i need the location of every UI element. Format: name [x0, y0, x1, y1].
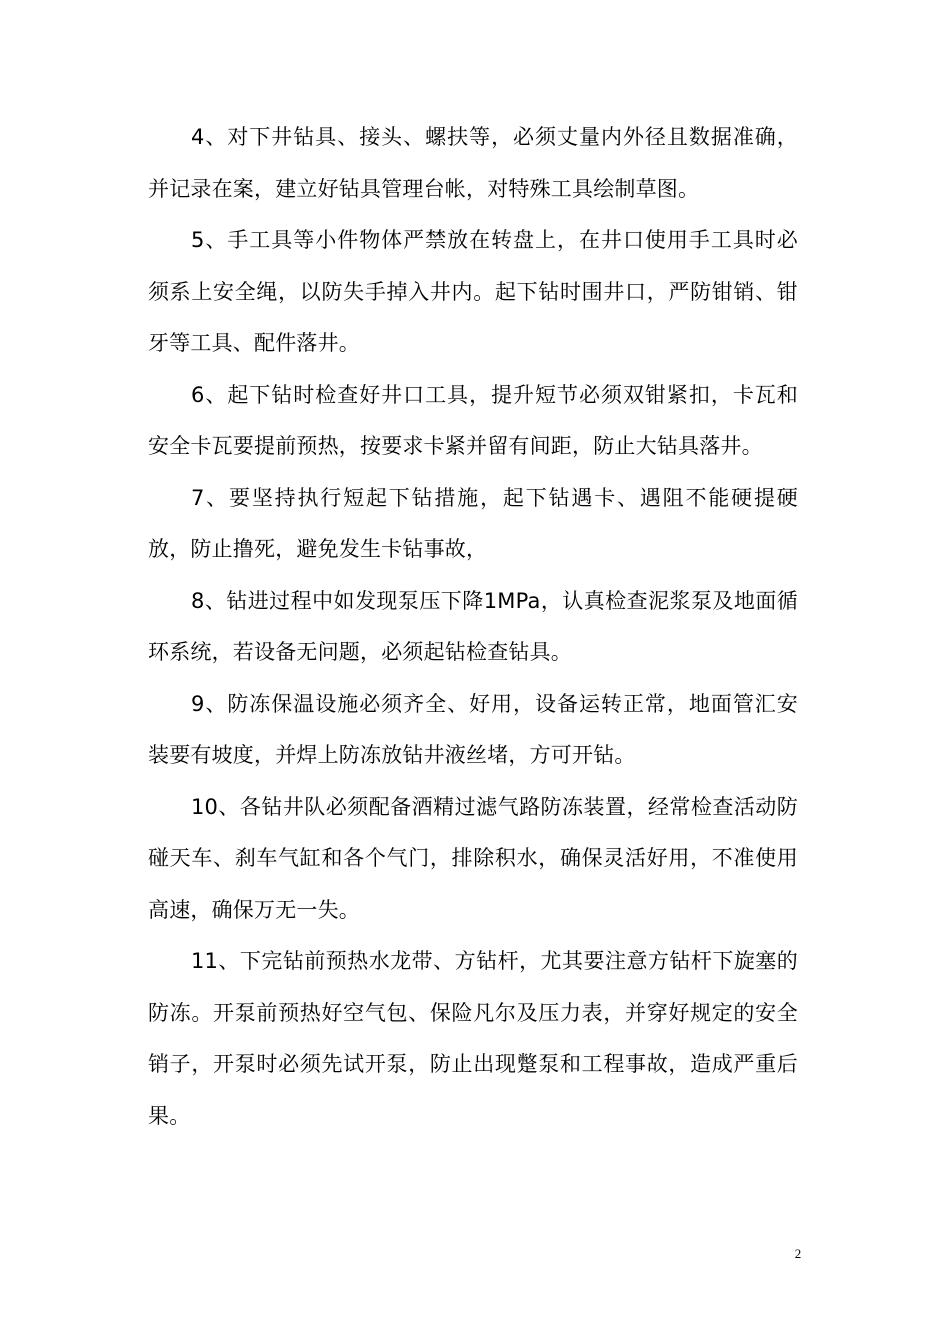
paragraph-item-6: 6、起下钻时检查好井口工具，提升短节必须双钳紧扣，卡瓦和安全卡瓦要提前预热，按要求卡紧并留有间距，防止大钻具落井。	[148, 382, 798, 458]
paragraph-item-8: 8、钻进过程中如发现泵压下降1MPa，认真检查泥浆泵及地面循环系统，若设备无问题，必须起钻检查钻具。	[148, 588, 798, 664]
paragraph-item-5: 5、手工具等小件物体严禁放在转盘上，在井口使用手工具时必须系上安全绳，以防失手掉入井内。起下钻时围井口，严防钳销、钳牙等工具、配件落井。	[148, 228, 798, 355]
paragraph-item-9: 9、防冻保温设施必须齐全、好用，设备运转正常，地面管汇安装要有坡度，并焊上防冻放钻井液丝堵，方可开钻。	[148, 691, 798, 767]
paragraph-item-10: 10、各钻井队必须配备酒精过滤气路防冻装置，经常检查活动防碰天车、刹车气缸和各个气门，排除积水，确保灵活好用，不准使用高速，确保万无一失。	[148, 794, 798, 922]
document-body	[148, 112, 798, 1142]
paragraph-item-4: 4、对下井钻具、接头、螺扶等，必须丈量内外径且数据准确，并记录在案，建立好钻具管理台帐，对特殊工具绘制草图。	[148, 125, 798, 201]
paragraph-item-7: 7、要坚持执行短起下钻措施，起下钻遇卡、遇阻不能硬提硬放，防止撸死，避免发生卡钻事故，	[148, 485, 798, 561]
page-number: 2	[794, 1246, 802, 1261]
paragraph-item-11: 11、下完钻前预热水龙带、方钻杆，尤其要注意方钻杆下旋塞的防冻。开泵前预热好空气包、保险凡尔及压力表，并穿好规定的安全销子，开泵时必须先试开泵，防止出现蹩泵和工程事故，造成严重后果。	[148, 949, 798, 1128]
